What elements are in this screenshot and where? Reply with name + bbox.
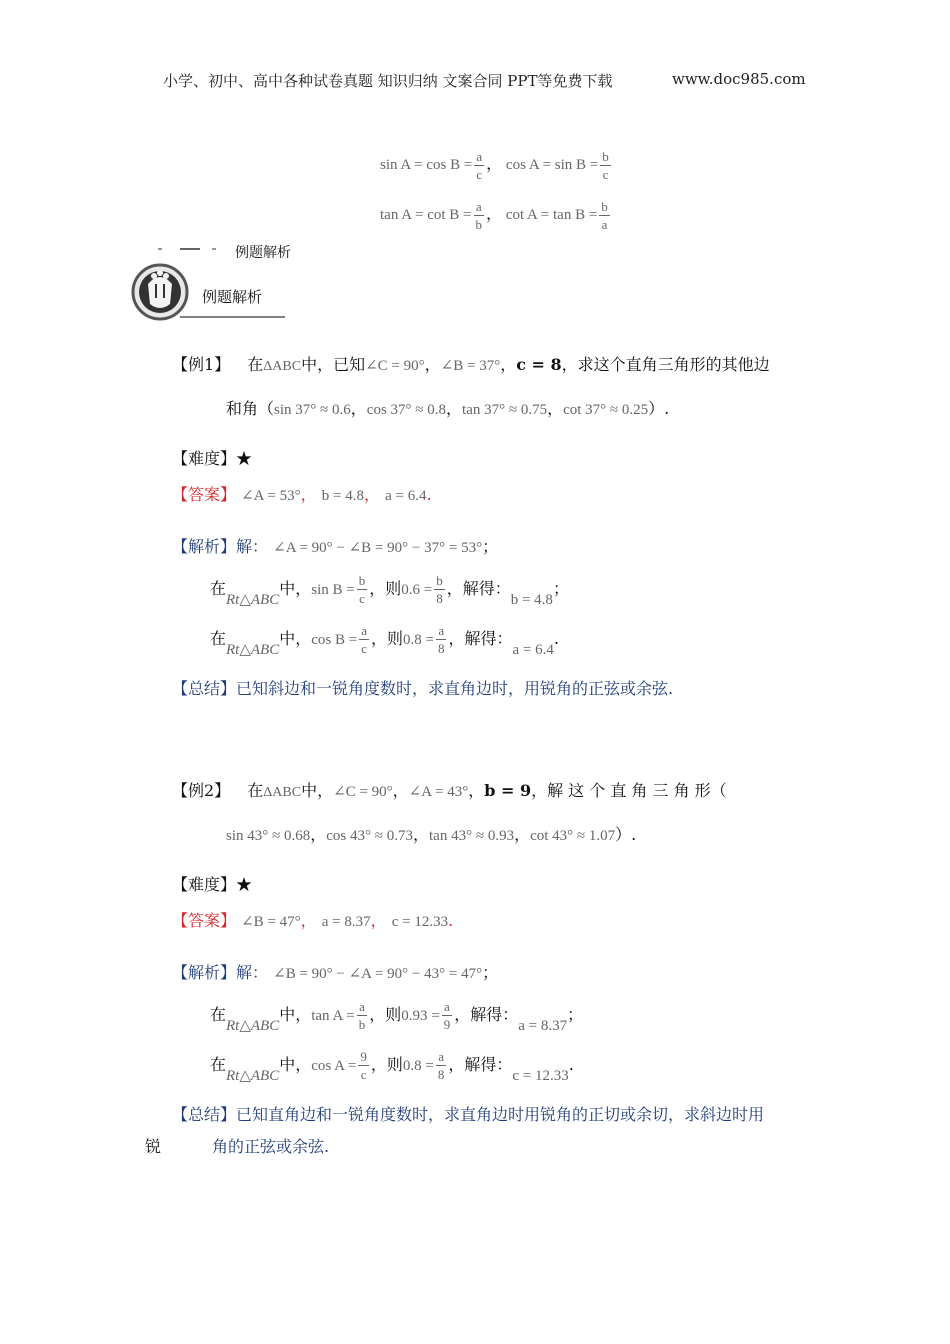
ex2-line1: 【例2】 在ΔABC中，∠C = 90°，∠A = 43°，b = 9，解 这 个 直 角 三 角 形（ [172, 781, 727, 800]
section-small-title: 例题解析 [235, 245, 291, 261]
ex2-step1: 在Rt△ABC中，tan A = $\frac{a}{b}$ ，则0.93 = $\frac{a}{9}$ ，解得：a = 8.37； [210, 999, 584, 1034]
ex1-step2: 在Rt△ABC中，cos B = $\frac{a}{c}$ ，则0.8 = $\frac{a}{8}$ ，解得：a = 6.4. [210, 623, 559, 658]
ex2-line2: sin 43° ≈ 0.68，cos 43° ≈ 0.73，tan 43° ≈ 0.93，cot 43° ≈ 1.07）. [226, 825, 637, 844]
formula-sinA: sin A = cos B = $\frac{a}{c}$ ， cos A = sin B = $\frac{b}{c}$ [380, 149, 609, 182]
header-url: www.doc985.com [672, 70, 806, 88]
formula-tanA: tan A = cot B = $\frac{a}{b}$ ， cot A = tan B = $\frac{b}{a}$ [380, 199, 608, 232]
ex2-summary-cont-left: 锐 [145, 1137, 162, 1156]
ex2-analysis: 【解析】解： ∠B = 90° − ∠A = 90° − 43° = 47°； [172, 963, 499, 982]
ex2-summary: 【总结】已知直角边和一锐角度数时，求直角边时用锐角的正切或余切，求斜边时用 [172, 1105, 765, 1124]
ex1-analysis: 【解析】解： ∠A = 90° − ∠B = 90° − 37° = 53°； [172, 537, 499, 556]
ex2-difficulty: 【难度】★ [172, 875, 253, 894]
ex2-answer: 【答案】 ∠B = 47°， a = 8.37， c = 12.33. [172, 911, 454, 930]
ex1-summary: 【总结】已知斜边和一锐角度数时，求直角边时，用锐角的正弦或余弦. [172, 679, 674, 698]
header-text: 小学、初中、高中各种试卷真题 知识归纳 文案合同 PPT等免费下载 [163, 72, 613, 90]
ex1-line2: 和角（sin 37° ≈ 0.6，cos 37° ≈ 0.8，tan 37° ≈ 0.75，cot 37° ≈ 0.25）. [226, 399, 670, 418]
section-banner-title: 例题解析 [202, 288, 263, 306]
ex2-step2: 在Rt△ABC中，cos A = $\frac{9}{c}$ ，则0.8 = $\frac{a}{8}$ ，解得：c = 12.33. [210, 1049, 574, 1084]
ex1-difficulty: 【难度】★ [172, 449, 253, 468]
star-icon: ★ [236, 875, 253, 894]
ex1-step1: 在Rt△ABC中，sin B = $\frac{b}{c}$ ，则0.6 = $\frac{b}{8}$ ，解得：b = 4.8； [210, 573, 569, 608]
ex1-answer: 【答案】 ∠A = 53°， b = 4.8， a = 6.4. [172, 485, 432, 504]
ex1-line1: 【例1】 在ΔABC中，已知∠C = 90°，∠B = 37°，c = 8，求这个直角三角形的其他边 [172, 355, 770, 374]
star-icon: ★ [236, 449, 253, 468]
ex2-summary-cont: 角的正弦或余弦. [212, 1137, 330, 1156]
section-dash-decoration [150, 240, 220, 252]
